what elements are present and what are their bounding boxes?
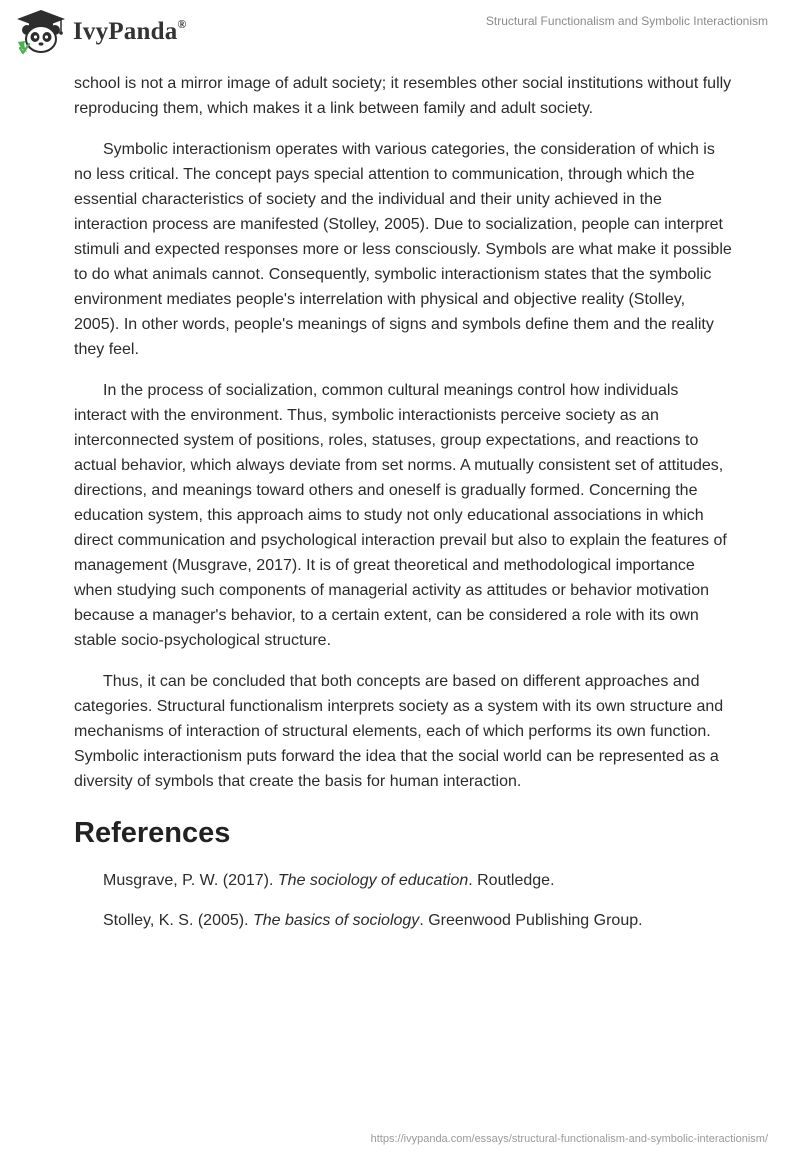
paragraph-socialization: In the process of socialization, common cultural meanings control how individuals interact with the environment. Thus, symbolic interactionists perceive society as an interconnected system of positions, roles, statuses, group expectations, and reactions to actual behavior, which always deviate from set norms. A mutually consistent set of attitudes, directions, and meanings toward others and oneself is gradually formed. Concerning the education system, this approach aims to study not only educational associations in which direct communication and psychological interaction prevail but also to explain the features of management (Musgrave, 2017). It is of great theoretical and methodological importance when studying such components of managerial activity as attitudes or behavior motivation because a manager's behavior, to a certain extent, can be considered a role with its own stable socio-psychological structure.	[74, 382, 727, 649]
essay-body	[74, 71, 734, 948]
reference-title: The basics of sociology	[253, 912, 420, 929]
reference-publisher: . Greenwood Publishing Group.	[419, 912, 643, 929]
reference-publisher: . Routledge.	[468, 872, 555, 889]
document-title: Structural Functionalism and Symbolic Interactionism	[485, 14, 768, 28]
paragraph-symbolic-interactionism: Symbolic interactionism operates with various categories, the consideration of which is no less critical. The concept pays special attention to communication, through which the essential characteristics of society and the individual and their unity achieved in the interaction process are manifested (Stolley, 2005). Due to socialization, people can interpret stimuli and expected responses more or less consciously. Symbols are what make it possible to do what animals cannot. Consequently, symbolic interactionism states that the symbolic environment mediates people's interrelation with physical and objective reality (Stolley, 2005). In other words, people's meanings of signs and symbols define them and the reality they feel.	[74, 141, 732, 358]
paragraph-conclusion: Thus, it can be concluded that both concepts are based on different approaches and categories. Structural functionalism interprets society as a system with its own structure and mechanisms of interaction of structural elements, each of which performs its own function. Symbolic interactionism puts forward the idea that the social world can be represented as a diversity of symbols that create the basis for human interaction.	[74, 673, 724, 790]
registered-mark: ®	[177, 16, 187, 31]
ivypanda-logo[interactable]	[15, 8, 187, 56]
reference-item-stolley	[103, 908, 734, 933]
reference-item-musgrave	[103, 868, 734, 893]
panda-graduate-icon	[15, 8, 67, 56]
references-heading: References	[74, 817, 231, 849]
reference-authors: Stolley, K. S. (2005).	[103, 912, 253, 929]
paragraph-continuation: school is not a mirror image of adult society; it resembles other social institutions without fully reproducing them, which makes it a link between family and adult society.	[74, 75, 732, 117]
source-url-link[interactable]: https://ivypanda.com/essays/structural-functionalism-and-symbolic-interactionism/	[370, 1133, 768, 1145]
reference-authors: Musgrave, P. W. (2017).	[103, 872, 278, 889]
logo-wordmark	[73, 18, 187, 46]
page-header	[0, 0, 800, 70]
logo-text: IvyPanda	[73, 18, 178, 45]
reference-title: The sociology of education	[277, 872, 469, 889]
